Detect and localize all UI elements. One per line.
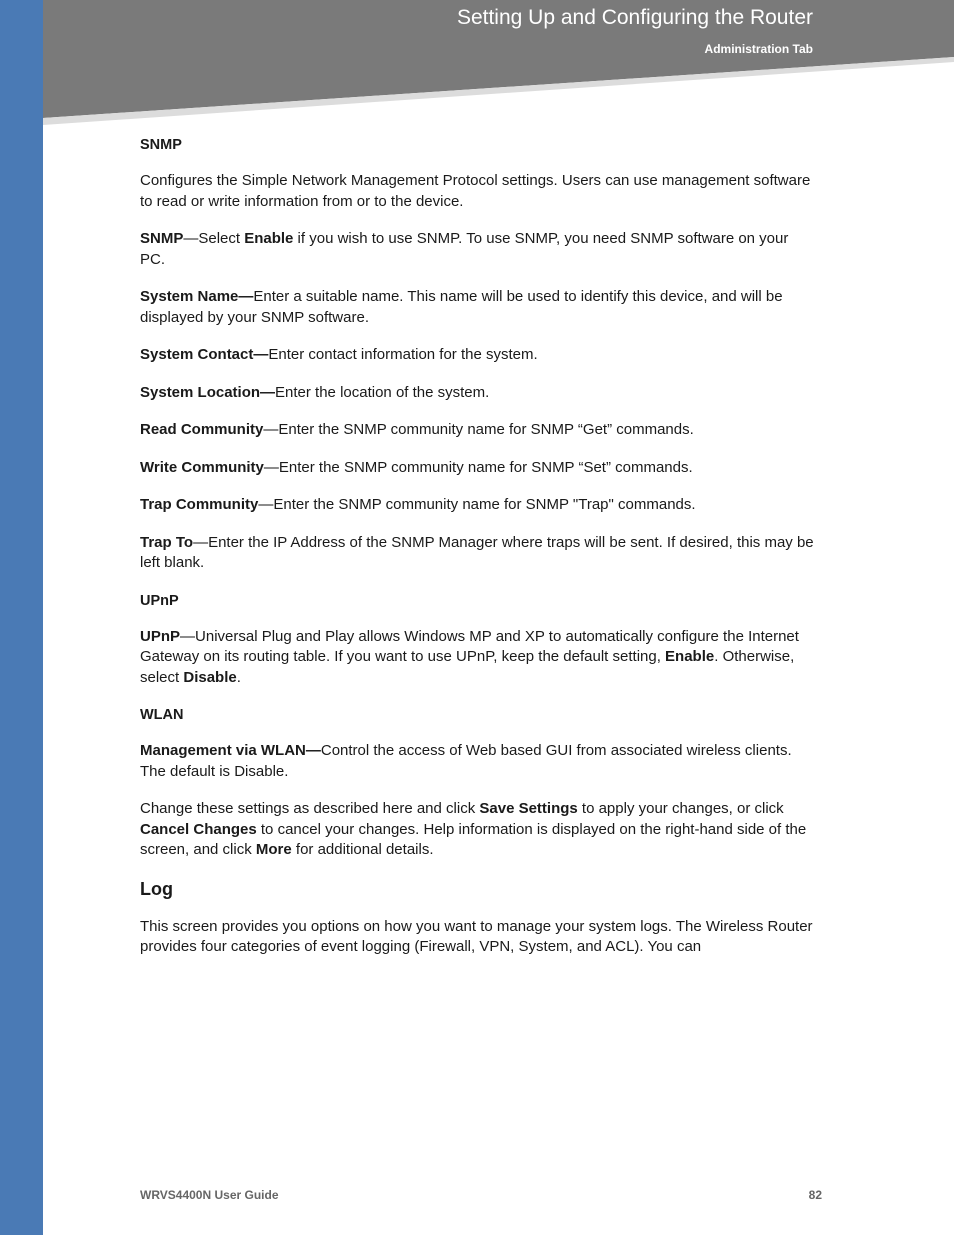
wlan-paragraph: Management via WLAN—Control the access of Web based GUI from associated wireless clients. The default is Disable.: [140, 742, 792, 780]
upnp-heading: UPnP: [140, 592, 179, 609]
footer-guide-title: WRVS4400N User Guide: [140, 1188, 279, 1202]
log-paragraph: This screen provides you options on how you want to manage your system logs. The Wireless Router provides four categories of event logging (Firewall, VPN, System, and ACL). You can: [140, 917, 813, 955]
left-sidebar-band: [0, 0, 43, 1235]
change-settings-paragraph: Change these settings as described here and click Save Settings to apply your changes, or click Cancel Changes to cancel your changes. Help information is displayed on the right-hand side of the screen, and click More for additional details.: [140, 800, 807, 858]
snmp-paragraph: SNMP—Select Enable if you wish to use SNMP. To use SNMP, you need SNMP software on your PC.: [140, 230, 789, 268]
header-title: Setting Up and Configuring the Router: [456, 6, 813, 29]
main-content: [140, 135, 816, 975]
trap-to-paragraph: Trap To—Enter the IP Address of the SNMP Manager where traps will be sent. If desired, this may be left blank.: [140, 533, 814, 571]
wlan-heading: WLAN: [140, 707, 184, 723]
log-heading: Log: [140, 878, 173, 899]
footer-page-number: 82: [808, 1188, 822, 1202]
system-name-paragraph: System Name—Enter a suitable name. This name will be used to identify this device, and will be displayed by your SNMP software.: [140, 288, 783, 326]
snmp-intro: Configures the Simple Network Management Protocol settings. Users can use management software to read or write information from or to the device.: [140, 172, 811, 210]
snmp-heading: SNMP: [140, 137, 182, 153]
write-community-paragraph: Write Community—Enter the SNMP community name for SNMP “Set” commands.: [140, 458, 693, 476]
upnp-paragraph: UPnP—Universal Plug and Play allows Windows MP and XP to automatically configure the Internet Gateway on its routing table. If you want to use UPnP, keep the default setting, Enable. Otherwise, select Disable.: [140, 627, 799, 686]
system-contact-paragraph: System Contact—Enter contact information for the system.: [140, 346, 538, 363]
header-subtitle: Administration Tab: [704, 42, 813, 56]
read-community-paragraph: Read Community—Enter the SNMP community name for SNMP “Get” commands.: [140, 421, 694, 438]
system-location-paragraph: System Location—Enter the location of the system.: [140, 383, 490, 401]
trap-community-paragraph: Trap Community—Enter the SNMP community name for SNMP "Trap" commands.: [140, 496, 696, 513]
